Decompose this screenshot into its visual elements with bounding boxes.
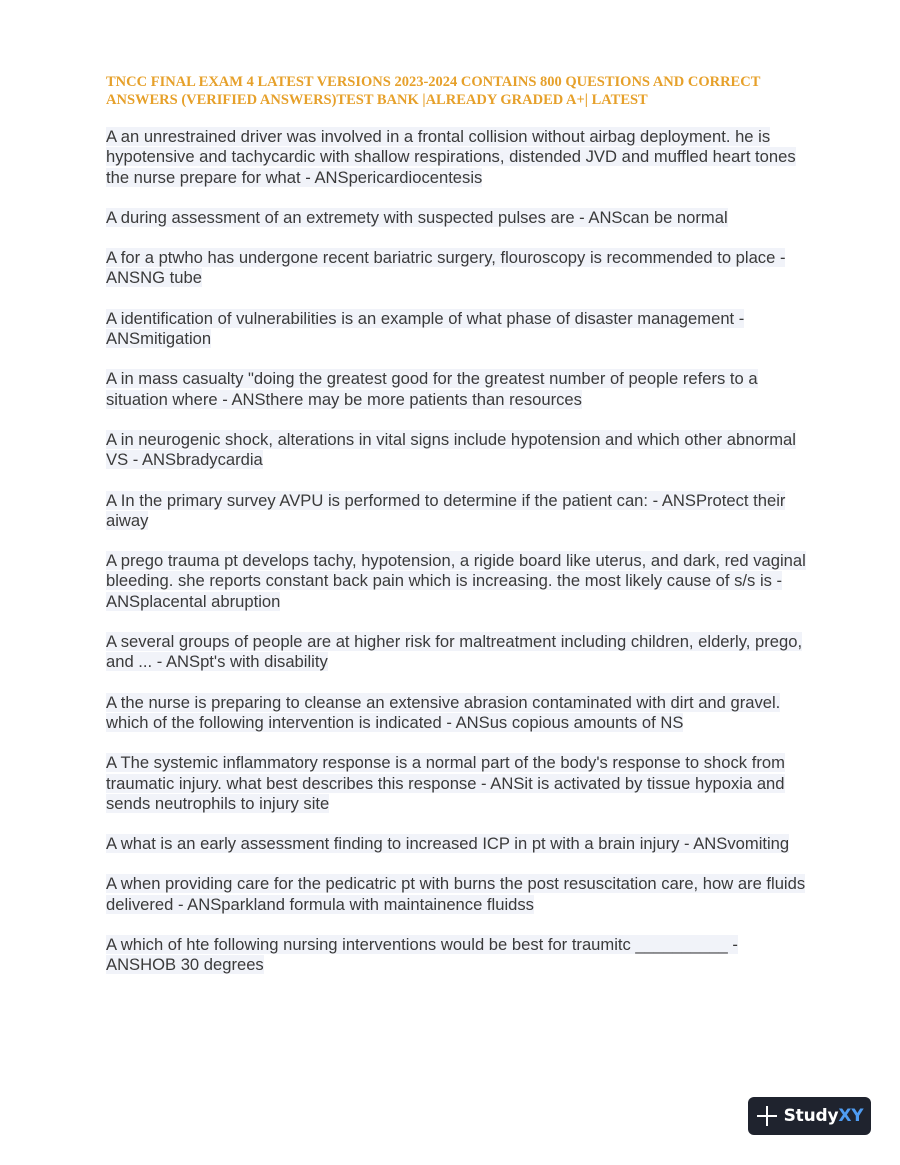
qa-text: A The systemic inflammatory response is a normal part of the body's response to shock from traumatic injury. what best describes this response - ANSit is activated by tissue hypoxia and sends neutrophils to injury site — [106, 753, 785, 813]
qa-text: A what is an early assessment finding to increased ICP in pt with a brain injury - ANSvomiting — [106, 834, 790, 854]
document-title: TNCC FINAL EXAM 4 LATEST VERSIONS 2023-2024 CONTAINS 800 QUESTIONS AND CORRECT ANSWERS (VERIFIED ANSWERS)TEST BANK |ALREADY GRADED A+| LATEST — [106, 74, 761, 108]
qa-item — [106, 753, 806, 814]
qa-item — [106, 491, 806, 532]
qa-item — [106, 208, 806, 228]
qa-item — [106, 369, 806, 410]
brand-logo — [784, 1106, 864, 1126]
qa-text: A during assessment of an extremety with suspected pulses are - ANScan be normal — [106, 207, 728, 227]
qa-item — [106, 127, 806, 188]
qa-item — [106, 309, 806, 350]
qa-text: A prego trauma pt develops tachy, hypotension, a rigide board like uterus, and dark, red vaginal bleeding. she reports constant back pain which is increasing. the most likely cause of s/s is - ANSplacental abruption — [106, 551, 806, 611]
qa-text: A for a ptwho has undergone recent bariatric surgery, flouroscopy is recommended to place - ANSNG tube — [106, 248, 786, 288]
qa-item — [106, 874, 806, 915]
qa-item — [106, 430, 806, 471]
qa-text: A identification of vulnerabilities is an example of what phase of disaster management - ANSmitigation — [106, 308, 745, 349]
qa-item — [106, 632, 806, 673]
qa-text: A in mass casualty "doing the greatest good for the greatest number of people refers to a situation where - ANSthere may be more patients than resources — [106, 369, 758, 409]
qa-item — [106, 551, 806, 612]
plus-icon — [756, 1105, 778, 1127]
qa-text: A an unrestrained driver was involved in a frontal collision without airbag deployment. he is hypotensive and tachycardic with shallow respirations, distended JVD and muffled heart tones the nurse prepare for what - ANSpericardiocentesis — [106, 127, 796, 187]
qa-list — [106, 127, 806, 996]
qa-text: A In the primary survey AVPU is performed to determine if the patient can: - ANSProtect their aiway — [106, 490, 786, 530]
qa-item — [106, 834, 806, 854]
qa-text: A in neurogenic shock, alterations in vital signs include hypotension and which other abnormal VS - ANSbradycardia — [106, 429, 796, 470]
qa-item — [106, 935, 806, 976]
qa-text: A when providing care for the pedicatric pt with burns the post resuscitation care, how are fluids delivered - ANSparkland formula with maintainence fluidss — [106, 874, 806, 914]
qa-item — [106, 248, 806, 289]
qa-text: A the nurse is preparing to cleanse an extensive abrasion contaminated with dirt and gravel. which of the following intervention is indicated - ANSus copious amounts of NS — [106, 692, 781, 732]
studyxy-badge[interactable] — [748, 1097, 871, 1135]
qa-text: A which of hte following nursing interventions would be best for traumitc __________ - ANSHOB 30 degrees — [106, 935, 738, 975]
qa-text: A several groups of people are at higher risk for maltreatment including children, elderly, prego, and ... - ANSpt's with disability — [106, 632, 803, 672]
brand-main: Study — [783, 1106, 839, 1126]
qa-item — [106, 693, 806, 734]
brand-accent: XY — [838, 1106, 864, 1126]
